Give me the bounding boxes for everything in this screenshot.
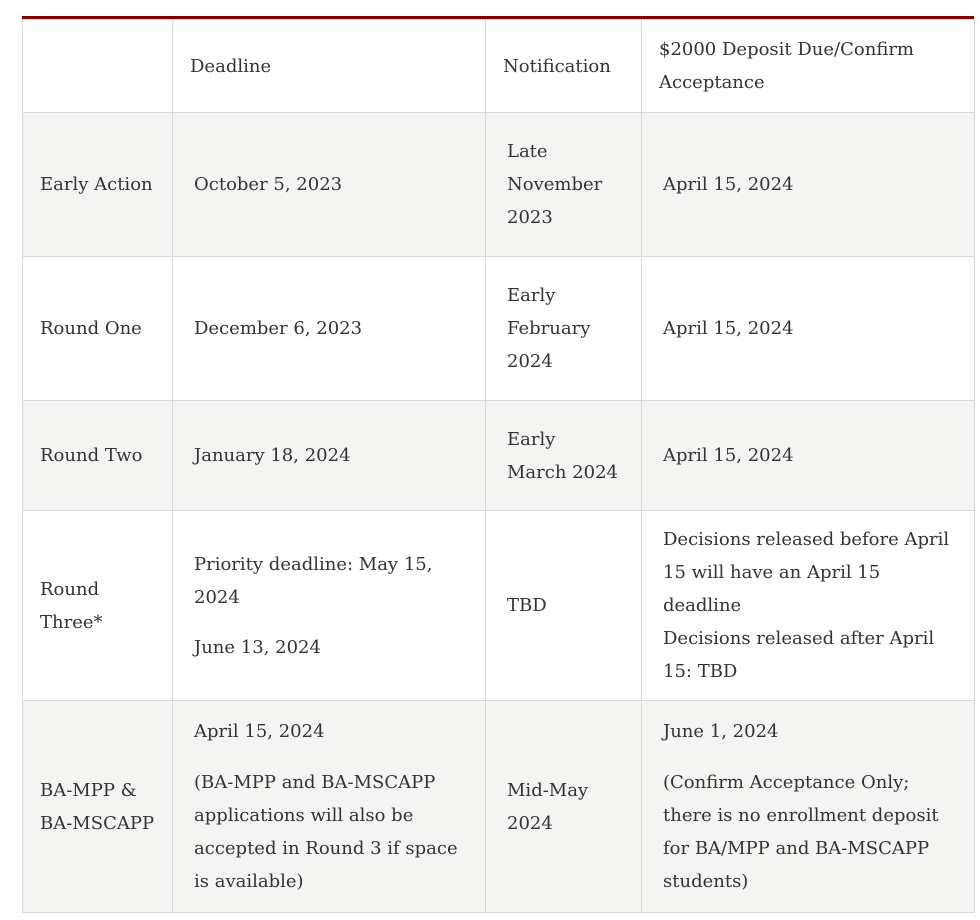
deadline-cell: December 6, 2023 [173, 257, 486, 401]
table-row-ba-programs [23, 701, 975, 913]
deposit-text: June 1, 2024 [663, 721, 779, 742]
notification-cell: Mid-May 2024 [486, 701, 642, 913]
header-deadline: Deadline [173, 20, 486, 113]
header-empty-cell [23, 20, 173, 113]
table-row-round-three [23, 511, 975, 701]
deadline-text: April 15, 2024 [194, 721, 325, 742]
round-label: Round One [23, 257, 173, 401]
deposit-text-before: Decisions released before April 15 will have an April 15 deadline [663, 529, 950, 616]
deposit-cell: April 15, 2024 [642, 401, 975, 511]
deposit-cell: April 15, 2024 [642, 113, 975, 257]
notification-cell: Late November 2023 [486, 113, 642, 257]
deadline-text: June 13, 2024 [194, 636, 321, 658]
priority-deadline-text: Priority deadline: May 15, 2024 [194, 553, 433, 608]
deadline-cell [173, 701, 486, 913]
table-row-round-one [23, 257, 975, 401]
deadline-cell [173, 511, 486, 701]
table-row-early-action [23, 113, 975, 257]
deposit-cell [642, 511, 975, 701]
deposit-text-after: Decisions released after April 15: TBD [663, 628, 935, 682]
table-row-round-two [23, 401, 975, 511]
round-label: Early Action [23, 113, 173, 257]
deadline-cell: October 5, 2023 [173, 113, 486, 257]
notification-cell: Early February 2024 [486, 257, 642, 401]
notification-cell: TBD [486, 511, 642, 701]
table-header-row [23, 20, 975, 113]
deposit-cell [642, 701, 975, 913]
deposit-note: (Confirm Acceptance Only; there is no enrollment deposit for BA/MPP and BA-MSCAPP students) [663, 772, 939, 892]
notification-cell: Early March 2024 [486, 401, 642, 511]
round-label: Round Three* [23, 511, 173, 701]
admissions-deadline-table [22, 19, 975, 913]
header-deposit: $2000 Deposit Due/Confirm Acceptance [642, 20, 975, 113]
deadline-note: (BA-MPP and BA-MSCAPP applications will also be accepted in Round 3 if space is available) [194, 772, 458, 892]
deadline-cell: January 18, 2024 [173, 401, 486, 511]
header-notification: Notification [486, 20, 642, 113]
deposit-cell: April 15, 2024 [642, 257, 975, 401]
round-label: Round Two [23, 401, 173, 511]
round-label: BA-MPP & BA-MSCAPP [23, 701, 173, 913]
